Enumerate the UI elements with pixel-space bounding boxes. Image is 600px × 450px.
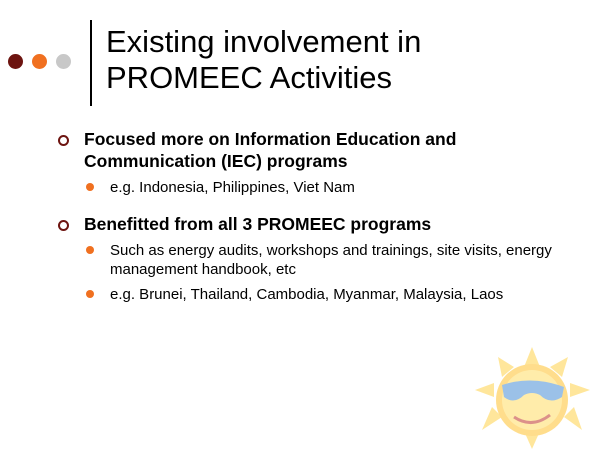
title-line-2: PROMEEC Activities — [106, 60, 392, 95]
bullet-level2 — [58, 241, 578, 279]
bullet-level2 — [58, 178, 578, 197]
title-line-1: Existing involvement in — [106, 24, 422, 59]
orange-dot-bullet-icon — [86, 290, 94, 298]
hollow-circle-bullet-icon — [58, 135, 69, 146]
slide-title — [106, 24, 586, 96]
section-2-item-2: e.g. Brunei, Thailand, Cambodia, Myanmar, Malaysia, Laos — [110, 286, 504, 303]
slide-content — [58, 128, 578, 304]
section-2-item-1: Such as energy audits, workshops and trainings, site visits, energy management handbook, etc — [110, 242, 552, 278]
dot-orange — [32, 54, 47, 69]
bullet-level2 — [58, 285, 578, 304]
orange-dot-bullet-icon — [86, 246, 94, 254]
bullet-level1 — [58, 213, 578, 235]
dot-gray — [56, 54, 71, 69]
bullet-level1 — [58, 128, 578, 172]
hollow-circle-bullet-icon — [58, 220, 69, 231]
decorative-dots — [8, 54, 71, 69]
section-1-item-1: e.g. Indonesia, Philippines, Viet Nam — [110, 179, 355, 196]
section-2-heading: Benefitted from all 3 PROMEEC programs — [84, 214, 432, 234]
sun-with-sunglasses-icon — [470, 345, 595, 450]
section-1-heading: Focused more on Information Education and Communication (IEC) programs — [84, 129, 457, 171]
title-divider — [90, 20, 92, 106]
orange-dot-bullet-icon — [86, 183, 94, 191]
dot-dark-red — [8, 54, 23, 69]
